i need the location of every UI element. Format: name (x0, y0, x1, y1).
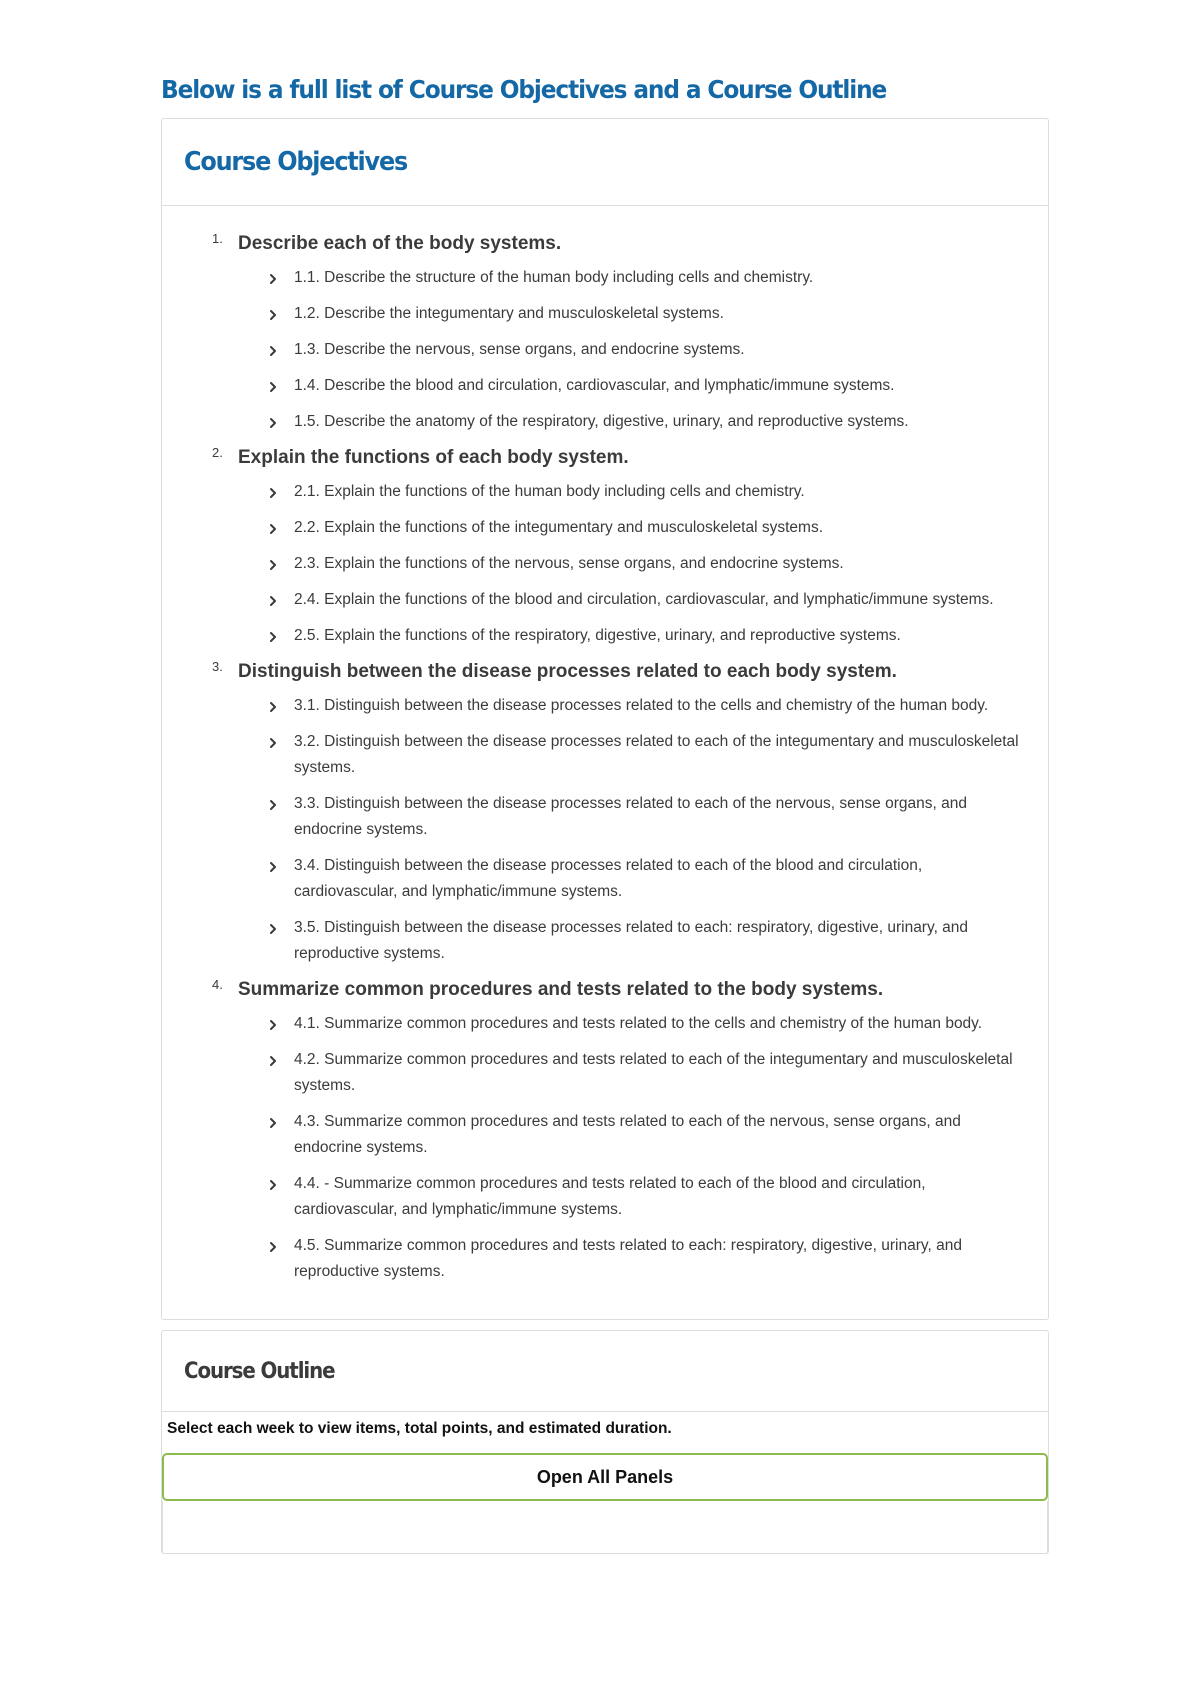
sub-objective-item (267, 853, 1024, 905)
sub-objective-item (267, 1171, 1024, 1223)
course-outline-card (161, 1330, 1049, 1554)
sub-objective-list (238, 265, 1024, 435)
objective-number: 1. (212, 231, 223, 246)
sub-objective-item (267, 1011, 1024, 1037)
sub-objective-item (267, 373, 1024, 399)
sub-objective-item (267, 1109, 1024, 1161)
objectives-list (212, 231, 1024, 1285)
sub-objective-text: 2.4. Explain the functions of the blood and circulation, cardiovascular, and lymphatic/immune systems. (294, 591, 994, 608)
objective-title: Summarize common procedures and tests related to the body systems. (238, 979, 884, 1000)
chevron-right-icon (267, 305, 279, 323)
sub-objective-item (267, 551, 1024, 577)
sub-objective-text: 3.2. Distinguish between the disease processes related to each of the integumentary and musculoskeletal systems. (294, 733, 1019, 776)
sub-objective-item (267, 409, 1024, 435)
sub-objective-text: 2.1. Explain the functions of the human body including cells and chemistry. (294, 483, 805, 500)
objective-item (212, 445, 1024, 649)
sub-objective-item (267, 1233, 1024, 1285)
sub-objective-text: 1.1. Describe the structure of the human body including cells and chemistry. (294, 269, 814, 286)
chevron-right-icon (267, 1237, 279, 1255)
sub-objective-text: 4.2. Summarize common procedures and tests related to each of the integumentary and musculoskeletal systems. (294, 1051, 1013, 1094)
objective-title: Distinguish between the disease processes related to each body system. (238, 661, 897, 682)
sub-objective-text: 4.1. Summarize common procedures and tests related to the cells and chemistry of the human body. (294, 1015, 983, 1032)
chevron-right-icon (267, 1113, 279, 1131)
sub-objective-text: 3.3. Distinguish between the disease processes related to each of the nervous, sense organs, and endocrine systems. (294, 795, 967, 838)
chevron-right-icon (267, 483, 279, 501)
chevron-right-icon (267, 697, 279, 715)
objective-number: 4. (212, 977, 223, 992)
objective-item (212, 231, 1024, 435)
sub-objective-list (238, 1011, 1024, 1285)
objective-title: Describe each of the body systems. (238, 233, 562, 254)
sub-objective-item (267, 265, 1024, 291)
sub-objective-item (267, 479, 1024, 505)
sub-objective-item (267, 301, 1024, 327)
sub-objective-text: 4.3. Summarize common procedures and tests related to each of the nervous, sense organs, and endocrine systems. (294, 1113, 961, 1156)
course-outline-panels-area (162, 1501, 1048, 1553)
sub-objective-item (267, 729, 1024, 781)
course-outline-title: Course Outline (184, 1358, 335, 1384)
chevron-right-icon (267, 269, 279, 287)
objective-item (212, 977, 1024, 1285)
sub-objective-list (238, 693, 1024, 967)
sub-objective-item (267, 337, 1024, 363)
page-heading: Below is a full list of Course Objectives and a Course Outline (161, 75, 887, 104)
course-objectives-title: Course Objectives (184, 147, 408, 177)
sub-objective-text: 3.4. Distinguish between the disease processes related to each of the blood and circulation, cardiovascular, and lymphatic/immune systems. (294, 857, 923, 900)
chevron-right-icon (267, 1175, 279, 1193)
objective-title: Explain the functions of each body system. (238, 447, 629, 468)
sub-objective-item (267, 1047, 1024, 1099)
sub-objective-text: 1.4. Describe the blood and circulation, cardiovascular, and lymphatic/immune systems. (294, 377, 895, 394)
chevron-right-icon (267, 519, 279, 537)
chevron-right-icon (267, 733, 279, 751)
course-objectives-body (162, 206, 1048, 1319)
course-outline-instructions: Select each week to view items, total points, and estimated duration. (167, 1420, 672, 1437)
sub-objective-text: 3.1. Distinguish between the disease processes related to the cells and chemistry of the human body. (294, 697, 989, 714)
sub-objective-item (267, 915, 1024, 967)
chevron-right-icon (267, 919, 279, 937)
sub-objective-text: 2.5. Explain the functions of the respiratory, digestive, urinary, and reproductive systems. (294, 627, 901, 644)
sub-objective-list (238, 479, 1024, 649)
chevron-right-icon (267, 341, 279, 359)
sub-objective-text: 1.2. Describe the integumentary and musculoskeletal systems. (294, 305, 724, 322)
sub-objective-text: 3.5. Distinguish between the disease processes related to each: respiratory, digestive, urinary, and reproductive systems. (294, 919, 969, 962)
course-info-page (161, 70, 1049, 1554)
objective-item (212, 659, 1024, 967)
sub-objective-text: 2.3. Explain the functions of the nervous, sense organs, and endocrine systems. (294, 555, 844, 572)
chevron-right-icon (267, 795, 279, 813)
chevron-right-icon (267, 857, 279, 875)
sub-objective-text: 2.2. Explain the functions of the integumentary and musculoskeletal systems. (294, 519, 824, 536)
chevron-right-icon (267, 555, 279, 573)
sub-objective-item (267, 791, 1024, 843)
sub-objective-text: 1.5. Describe the anatomy of the respiratory, digestive, urinary, and reproductive systems. (294, 413, 909, 430)
sub-objective-text: 1.3. Describe the nervous, sense organs, and endocrine systems. (294, 341, 745, 358)
course-objectives-card (161, 118, 1049, 1320)
open-all-panels-button[interactable]: Open All Panels (162, 1453, 1048, 1501)
sub-objective-item (267, 587, 1024, 613)
chevron-right-icon (267, 377, 279, 395)
sub-objective-item (267, 515, 1024, 541)
course-outline-header (162, 1331, 1048, 1412)
chevron-right-icon (267, 413, 279, 431)
course-objectives-header (162, 119, 1048, 206)
chevron-right-icon (267, 627, 279, 645)
chevron-right-icon (267, 591, 279, 609)
sub-objective-item (267, 693, 1024, 719)
sub-objective-text: 4.4. - Summarize common procedures and tests related to each of the blood and circulation, cardiovascular, and lymphatic/immune systems. (294, 1175, 926, 1218)
objective-number: 3. (212, 659, 223, 674)
sub-objective-text: 4.5. Summarize common procedures and tests related to each: respiratory, digestive, urinary, and reproductive systems. (294, 1237, 962, 1280)
chevron-right-icon (267, 1015, 279, 1033)
objective-number: 2. (212, 445, 223, 460)
chevron-right-icon (267, 1051, 279, 1069)
sub-objective-item (267, 623, 1024, 649)
